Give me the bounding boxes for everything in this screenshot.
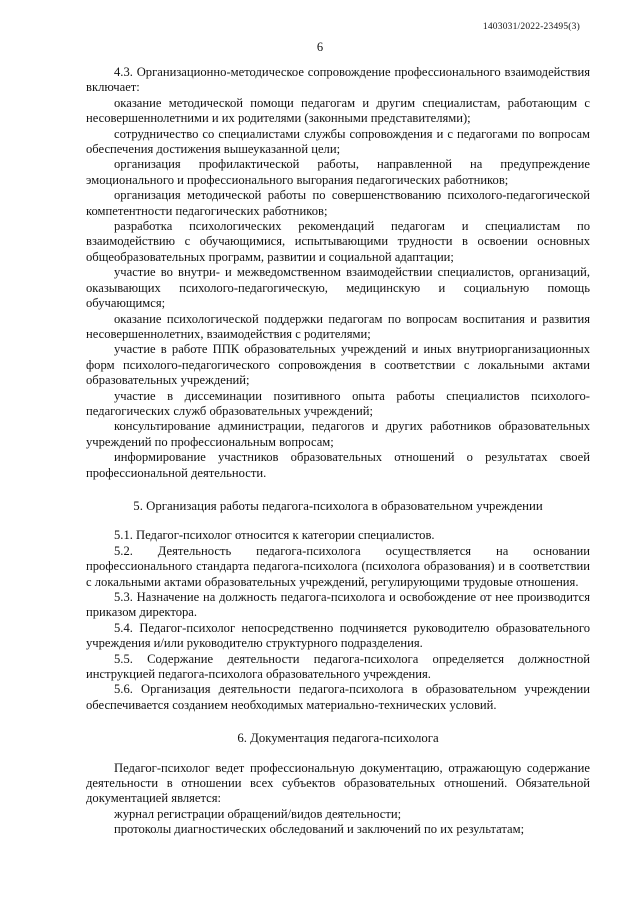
paragraph-5-4: 5.4. Педагог-психолог непосредственно подчиняется руководителю образовательного учреждения и/или руководителю структурного подразделения.: [86, 620, 590, 651]
document-number: 1403031/2022-23495(3): [482, 22, 580, 32]
list-item: организация методической работы по совершенствованию психолого-педагогической компетентности педагогических работников;: [86, 188, 590, 218]
section-6-intro: Педагог-психолог ведет профессиональную документацию, отражающую содержание деятельности в отношении всех субъектов образовательных отношений. Обязательной документацией является:: [86, 760, 590, 806]
list-item: оказание методической помощи педагогам и другим специалистам, работающим с несовершеннолетними и их родителями (законными представителями);: [86, 95, 590, 126]
list-item: протоколы диагностических обследований и заключений по их результатам;: [114, 822, 525, 837]
list-item: участие в работе ППК образовательных учреждений и иных внутриорганизационных форм психолого-педагогического сопровождения в соответствии с локальными актами образовательных учреждений;: [86, 342, 590, 388]
page-number: 6: [316, 40, 324, 54]
list-item: разработка психологических рекомендаций педагогам и специалистам по взаимодействию с обучающимися, испытывающими трудности в освоении основных общеобразовательных программ, развитии и социальной адаптации;: [86, 219, 590, 264]
section-4-3-intro: 4.3. Организационно-методическое сопровождение профессионального взаимодействия включает:: [86, 65, 590, 95]
list-item: журнал регистрации обращений/видов деятельности;: [114, 806, 402, 821]
paragraph-5-1: 5.1. Педагог-психолог относится к категории специалистов.: [114, 528, 435, 543]
list-item: информирование участников образовательных отношений о результатах своей профессиональной деятельности.: [86, 450, 590, 480]
paragraph-5-2: 5.2. Деятельность педагога-психолога осуществляется на основании профессионального стандарта педагога-психолога (психолога образования) и в соответствии с локальными актами образовательных учреждений, регулирующими трудовые отношения.: [86, 543, 590, 589]
list-item: участие во внутри- и межведомственном взаимодействии специалистов, организаций, оказывающих психолого-педагогическую, медицинскую и социальную помощь обучающимся;: [86, 265, 590, 311]
list-item: консультирование администрации, педагогов и других работников образовательных учреждений по профессиональным вопросам;: [86, 419, 590, 449]
list-item: участие в диссеминации позитивного опыта работы специалистов психолого-педагогических служб образовательных учреждений;: [86, 388, 590, 418]
paragraph-5-5: 5.5. Содержание деятельности педагога-психолога определяется должностной инструкцией педагога-психолога образовательного учреждения.: [86, 651, 590, 682]
list-item: сотрудничество со специалистами службы сопровождения и с педагогами по вопросам обеспечения достижения вышеуказанной цели;: [86, 126, 590, 157]
document-body: [86, 65, 590, 838]
list-item: оказание психологической поддержки педагогам по вопросам воспитания и развития несовершеннолетних, взаимодействия с родителями;: [86, 311, 590, 341]
paragraph-5-6: 5.6. Организация деятельности педагога-психолога в образовательном учреждении обеспечивается созданием необходимых материально-технических условий.: [86, 682, 590, 712]
list-item: организация профилактической работы, направленной на предупреждение эмоционального и профессионального выгорания педагогических работников;: [86, 157, 590, 187]
section-6-heading: 6. Документация педагога-психолога: [237, 731, 439, 746]
paragraph-5-3: 5.3. Назначение на должность педагога-психолога и освобождение от нее производится приказом директора.: [86, 590, 590, 620]
section-5-heading: 5. Организация работы педагога-психолога в образовательном учреждении: [133, 498, 543, 513]
